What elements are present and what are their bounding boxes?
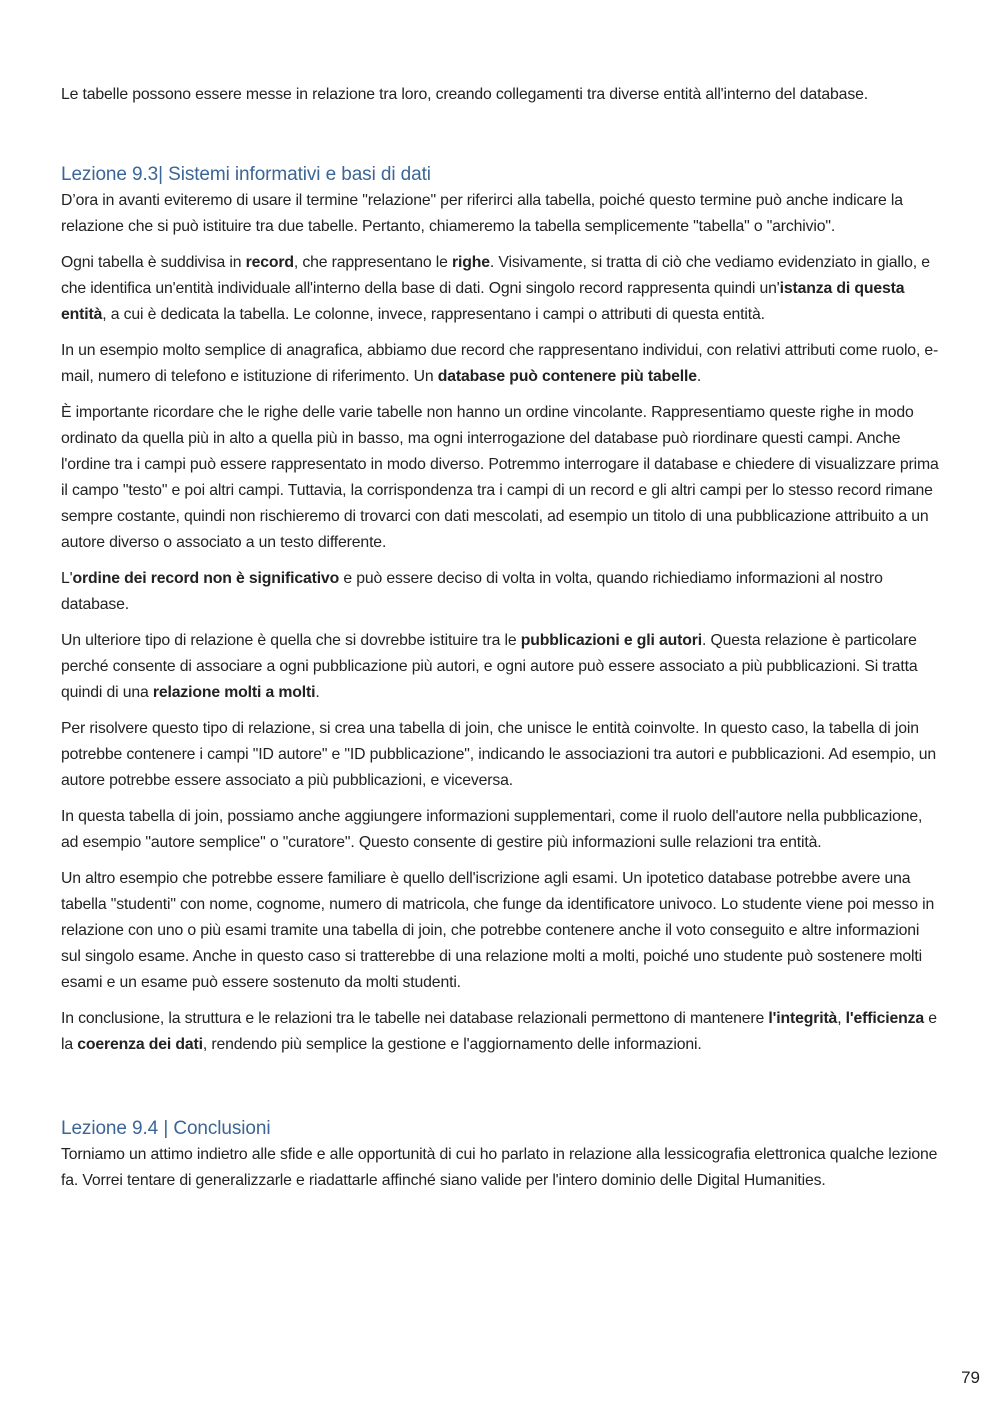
text-run: In conclusione, la struttura e le relazioni tra le tabelle nei database relazionali permettono di mantenere	[61, 1010, 769, 1027]
text-run: Un ulteriore tipo di relazione è quella che si dovrebbe istituire tra le	[61, 632, 521, 649]
body-paragraph	[61, 250, 941, 328]
text-run: In questa tabella di join, possiamo anche aggiungere informazioni supplementari, come il ruolo dell'autore nella pubblicazione, ad esempio "autore semplice" o "curatore". Questo consente di gestire più informazioni sulle relazioni tra entità.	[61, 808, 923, 851]
body-paragraph	[61, 566, 941, 618]
bold-text: l'efficienza	[845, 1010, 925, 1027]
section-heading: Lezione 9.3| Sistemi informativi e basi di dati	[61, 164, 431, 185]
text-run: Torniamo un attimo indietro alle sfide e alle opportunità di cui ho parlato in relazione alla lessicografia elettronica qualche lezione fa. Vorrei tentare di generalizzarle e riadattarle affinché siano valide per l'intero dominio delle Digital Humanities.	[61, 1146, 938, 1189]
text-run: , a cui è dedicata la tabella. Le colonne, invece, rappresentano i campi o attributi di questa entità.	[102, 306, 765, 323]
text-run: Per risolvere questo tipo di relazione, si crea una tabella di join, che unisce le entità coinvolte. In questo caso, la tabella di join potrebbe contenere i campi "ID autore" e "ID pubblicazione", indicando le associazioni tra autori e pubblicazioni. Ad esempio, un autore potrebbe essere associato a più pubblicazioni, e viceversa.	[61, 720, 937, 789]
text-run: .	[315, 684, 320, 701]
bold-text: coerenza dei dati	[77, 1036, 203, 1053]
section-spacer	[61, 1068, 941, 1116]
body-paragraph	[61, 628, 941, 706]
text-run: D’ora in avanti eviteremo di usare il termine "relazione" per riferirci alla tabella, poiché questo termine può anche indicare la relazione che si può istituire tra due tabelle. Pertanto, chiameremo la tabella semplicemente "tabella" o "archivio".	[61, 192, 903, 235]
body-paragraph	[61, 804, 941, 856]
body-paragraph	[61, 1142, 941, 1194]
section-lesson-9-4	[61, 1116, 941, 1194]
body-paragraph	[61, 338, 941, 390]
bold-text: database può contenere più tabelle	[437, 368, 697, 385]
text-run: Un altro esempio che potrebbe essere familiare è quello dell'iscrizione agli esami. Un ipotetico database potrebbe avere una tabella "studenti" con nome, cognome, numero di matricola, che funge da identificatore univoco. Lo studente viene poi messo in relazione con uno o più esami tramite una tabella di join, che potrebbe contenere anche il voto conseguito e altre informazioni sul singolo esame. Anche in questo caso si tratterebbe di una relazione molti a molti, poiché uno studente può sostenere molti esami e un esame può essere sostenuto da molti studenti.	[61, 870, 935, 991]
section-heading: Lezione 9.4 | Conclusioni	[61, 1118, 271, 1139]
bold-text: l'integrità	[768, 1010, 838, 1027]
body-paragraph	[61, 188, 941, 240]
bold-text: righe	[452, 254, 490, 271]
bold-text: record	[245, 254, 294, 271]
section-spacer	[61, 118, 941, 162]
text-run: . Questa relazione è particolare perché consente di associare a ogni pubblicazione più autori, e ogni autore può essere associato a più pubblicazioni. Si tratta quindi di una	[61, 632, 918, 701]
bold-text: ordine dei record non è significativo	[72, 570, 340, 587]
text-run: In un esempio molto semplice di anagrafica, abbiamo due record che rappresentano individui, con relativi attributi come ruolo, e-mail, numero di telefono e istituzione di riferimento. Un	[61, 342, 939, 385]
text-run: L'	[61, 570, 73, 587]
text-run: , rendendo più semplice la gestione e l'aggiornamento delle informazioni.	[202, 1036, 702, 1053]
text-run: e la	[61, 1010, 937, 1053]
body-paragraph	[61, 716, 941, 794]
body-paragraph	[61, 866, 941, 996]
body-paragraph	[61, 1006, 941, 1058]
bold-text: istanza di questa entità	[61, 280, 905, 323]
intro-paragraph: Le tabelle possono essere messe in relazione tra loro, creando collegamenti tra diverse entità all'interno del database.	[61, 86, 868, 103]
section-body	[61, 188, 941, 1058]
text-run: .	[696, 368, 702, 385]
text-run: e può essere deciso di volta in volta, quando richiediamo informazioni al nostro database.	[61, 570, 883, 613]
body-paragraph	[61, 400, 941, 556]
text-run: Ogni tabella è suddivisa in	[61, 254, 246, 271]
text-run: , che rappresentano le	[293, 254, 453, 271]
bold-text: pubblicazioni e gli autori	[520, 632, 702, 649]
section-lesson-9-3	[61, 162, 941, 1058]
section-body	[61, 1142, 941, 1194]
bold-text: relazione molti a molti	[152, 684, 316, 701]
text-run: ,	[837, 1010, 846, 1027]
text-run: È importante ricordare che le righe delle varie tabelle non hanno un ordine vincolante. Rappresentiamo queste righe in modo ordinato da quella più in alto a quella più in basso, ma ogni interrogazione del database può riordinare questi campi. Anche l'ordine tra i campi può essere rappresentato in modo diverso. Potremmo interrogare il database e chiedere di visualizzare prima il campo "testo" e poi altri campi. Tuttavia, la corrispondenza tra i campi di un record e gli altri campi per lo stesso record rimane sempre costante, quindi non rischieremo di trovarci con dati mescolati, ad esempio un titolo di una pubblicazione attribuito a un autore diverso o associato a un testo differente.	[61, 404, 939, 551]
page-number: 79	[961, 1368, 980, 1387]
page-content	[61, 82, 941, 1204]
text-run: . Visivamente, si tratta di ciò che vediamo evidenziato in giallo, e che identifica un'entità individuale all'interno della base di dati. Ogni singolo record rappresenta quindi un'	[61, 254, 930, 297]
